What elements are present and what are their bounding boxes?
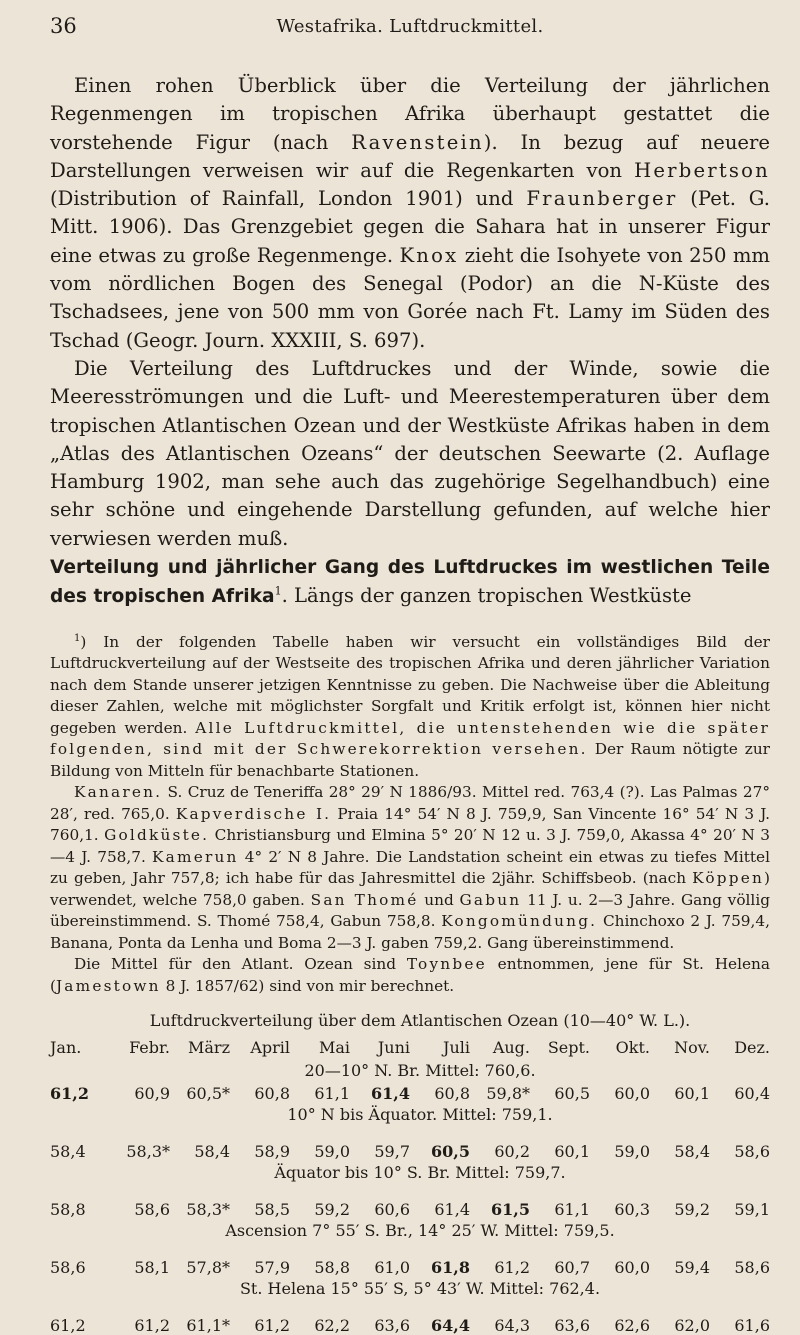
region-san-thome: San Thomé [310,890,419,909]
table-cell: 60,5* [186,1084,230,1104]
table-cell: 60,9 [134,1084,170,1104]
table-cell: 60,8 [254,1084,290,1104]
table-cell: 58,4 [194,1142,230,1162]
table-cell: 58,9 [254,1142,290,1162]
text-run: 4° 2′ N 8 Jahre. Die Landstation scheint ein etwas zu tiefes Mittel zu geben, Jahr 757,8; ich habe für das Jahresmittel die 2jähr. Schiffsbeob. (nach [50,847,770,888]
text-run: Die Mittel für den Atlant. Ozean sind [74,955,407,974]
region-kamerun: Kamerun [152,847,239,866]
text-run: Praia 14° 54′ N 8 J. 759,9, San Vincente 16° 54′ N 3 J. 760,1. [50,804,771,845]
table-cell: 60,1 [554,1142,590,1162]
table-cell: 58,3* [186,1200,230,1220]
table-cell: 60,8 [434,1084,470,1104]
table-cell: 62,0 [674,1316,710,1335]
footnote-paragraph-2 [50,782,770,954]
table-cell: 60,4 [734,1084,770,1104]
region-kapverden: Kapverdische I. [175,804,332,823]
table-cell: 61,1* [186,1316,230,1335]
month-header: Jan. [50,1038,82,1058]
table-cell: 59,1 [734,1200,770,1220]
text-run: Christiansburg und Elmina 5° 20′ N 12 u. 3 J. 759,0, Akassa 4° 20′ N 3—4 J. 758,7. [50,826,770,866]
table-cell: 58,6 [734,1142,770,1162]
section-heading: Verteilung und jährlicher Gang des Luftdruckes im westlichen Teile des tropischen Afrika [50,557,770,608]
table-cell: 61,1 [314,1084,350,1104]
table-title: Luftdruckverteilung über dem Atlantischen Ozean (10—40° W. L.). [149,1011,691,1031]
table-cell: 60,0 [614,1258,650,1278]
table-cell: 61,2 [50,1084,89,1104]
block-header: St. Helena 15° 55′ S, 5° 43′ W. Mittel: 762,4. [239,1279,601,1299]
table-cell: 63,6 [554,1316,590,1335]
table-cell: 58,3* [126,1142,170,1162]
table-cell: 58,6 [734,1258,770,1278]
table-cell: 59,2 [674,1200,710,1220]
month-header: Nov. [674,1038,710,1058]
table-cell: 61,4 [371,1084,410,1104]
table-cell: 57,8* [186,1258,230,1278]
author-herbertson: Herbertson [634,158,770,182]
paragraph-atlas: Die Verteilung des Luftdruckes und der Winde, sowie die Meeresströmungen und die Luft- und Meerestemperaturen über dem tropischen Atlantischen Ozean und der Westküste Afrikas haben in dem „Atlas des Atlantischen Ozeans“ der deutschen Seewarte (2. Auflage Hamburg 1902, man sehe auch das zugehörige Segelhandbuch) eine sehr schöne und eingehende Darstellung gefunden, auf welche hier verwiesen werden muß. [50,356,770,550]
table-cell: 58,4 [50,1142,86,1162]
table-cell: 58,6 [134,1200,170,1220]
month-header: Juni [377,1038,410,1058]
table-cell: 59,4 [674,1258,710,1278]
month-header: April [250,1038,290,1058]
table-cell: 59,2 [314,1200,350,1220]
month-header: Dez. [734,1038,770,1058]
table-cell: 58,8 [50,1200,86,1220]
table-month-header [50,1038,770,1057]
text-run: S. Cruz de Teneriffa 28° 29′ N 1886/93. Mittel red. 763,4 (?). Las Palmas 27° 28′, red. 765,0. [50,783,770,823]
month-header: Sept. [547,1038,590,1058]
table-cell: 61,0 [374,1258,410,1278]
author-knox: Knox [399,243,459,267]
month-header: März [188,1038,230,1058]
region-goldkueste: Goldküste. [104,826,210,845]
footnote-reference: 1 [274,584,282,598]
body-text [50,72,770,612]
table-cell: 60,1 [674,1084,710,1104]
table-row [50,1258,770,1277]
table-row [50,1200,770,1219]
text-run: ) verwendet, welche 758,0 gaben. [50,869,770,909]
table-cell: 60,5 [554,1084,590,1104]
text-run: zieht die Isohyete von 250 mm vom nördlichen Bogen des Senegal (Podor) an die N-Küste des Tschadsees, jene von 500 mm von Gorée nach Ft. Lamy im Süden des Tschad (Geogr. Journ. XXXIII, S. 697). [50,243,771,352]
table-cell: 60,3 [614,1200,650,1220]
table-body [50,1084,770,1335]
table-cell: 61,2 [50,1316,86,1335]
month-header: Juli [443,1038,470,1058]
table-cell: 62,6 [614,1316,650,1335]
author-fraunberger: Fraunberger [526,187,678,211]
table-cell: 61,6 [734,1316,770,1335]
running-title: Westafrika. Luftdruckmittel. [276,16,544,37]
table-row [50,1142,770,1161]
text-run: (Distribution of Rainfall, London 1901) und [50,187,527,211]
page-content [50,72,770,1335]
month-header: Okt. [615,1038,650,1058]
table-cell: 61,2 [254,1316,290,1335]
region-kongo: Kongomündung. [441,912,598,931]
table-cell: 58,5 [254,1200,290,1220]
emphasis-spaced: Alle Luftdruckmittel, die untenstehenden wie die später folgenden, sind mit der Schwerekorrektion versehen. [50,718,770,759]
table-cell: 58,4 [674,1142,710,1162]
page-header [50,14,770,44]
table-cell: 64,3 [494,1316,530,1335]
table-cell: 61,4 [434,1200,470,1220]
text-run: 11 J. u. 2—3 Jahre. Gang völlig übereinstimmend. S. Thomé 758,4, Gabun 758,8. [50,890,770,931]
author-toynbee: Toynbee [406,955,487,974]
table-cell: 58,8 [314,1258,350,1278]
block-header: Äquator bis 10° S. Br. Mittel: 759,7. [274,1163,566,1183]
table-row [50,1316,770,1335]
author-ravenstein: Ravenstein [351,130,484,154]
table-row [50,1084,770,1103]
footnote [50,632,770,998]
page-number: 36 [50,14,77,38]
table-cell: 61,5 [491,1200,530,1220]
month-header: Aug. [492,1038,530,1058]
footnote-paragraph-1 [50,632,770,783]
table-cell: 60,2 [494,1142,530,1162]
table-cell: 61,8 [431,1258,470,1278]
table-cell: 64,4 [431,1316,470,1335]
paragraph-rainfall [50,72,770,355]
month-header: Febr. [129,1038,170,1058]
text-run: . Längs der ganzen tropischen Westküste [281,584,692,608]
text-run: und [418,890,460,909]
block-header: 10° N bis Äquator. Mittel: 759,1. [287,1105,553,1125]
table-cell: 59,0 [314,1142,350,1162]
footnote-mark: 1 [74,632,81,644]
text-run: ). In bezug auf neuere Darstellungen verweisen wir auf die Regenkarten von [50,130,770,182]
table-cell: 60,6 [374,1200,410,1220]
table-cell: 59,7 [374,1142,410,1162]
pressure-table [50,1011,770,1335]
table-cell: 63,6 [374,1316,410,1335]
table-cell: 60,7 [554,1258,590,1278]
text-run: Einen rohen Überblick über die Verteilung der jährlichen Regenmengen im tropischen Afrika überhaupt gestattet die vorstehende Figur (nach [50,74,770,154]
block-header: 20—10° N. Br. Mittel: 760,6. [304,1061,536,1081]
table-cell: 59,0 [614,1142,650,1162]
text-run: (Pet. G. Mitt. 1906). Das Grenzgebiet gegen die Sahara hat in unserer Figur eine etwas zu große Regenmenge. [50,187,770,267]
table-cell: 61,2 [494,1258,530,1278]
paragraph-pressure [50,553,770,612]
table-cell: 57,9 [254,1258,290,1278]
table-cell: 59,8* [486,1084,530,1104]
table-cell: 62,2 [314,1316,350,1335]
text-run: ) In der folgenden Tabelle haben wir versucht ein vollständiges Bild der Luftdruckverteilung auf der Westseite des tropischen Afrika und deren jährlicher Variation nach dem Stande unserer jetzigen Kenntnisse zu geben. Die Nachweise über die Ableitung dieser Zahlen, welche mit möglichster Sorgfalt und Kritik erfolgt ist, können hier nicht gegeben werden. [50,632,770,737]
table-cell: 61,1 [554,1200,590,1220]
month-header: Mai [318,1038,350,1058]
text-run: Der Raum nötigte zur Bildung von Mitteln für benachbarte Stationen. [50,740,770,780]
text-run: Chinchoxo 2 J. 759,4, Banana, Ponta da Lenha und Boma 2—3 J. gaben 759,2. Gang übereinstimmend. [50,912,770,952]
region-gabun: Gabun [459,890,522,909]
table-cell: 61,2 [134,1316,170,1335]
table-cell: 58,6 [50,1258,86,1278]
text-run: 8 J. 1857/62) sind von mir berechnet. [160,976,455,995]
place-jamestown: Jamestown [55,976,161,995]
text-run: entnommen, jene für St. Helena ( [50,955,771,995]
region-kanaren: Kanaren. [74,783,163,802]
table-cell: 58,1 [134,1258,170,1278]
table-cell: 60,0 [614,1084,650,1104]
footnote-paragraph-3 [50,954,770,997]
author-koeppen: Köppen [692,869,765,888]
table-cell: 60,5 [431,1142,470,1162]
block-header: Ascension 7° 55′ S. Br., 14° 25′ W. Mittel: 759,5. [225,1221,615,1241]
